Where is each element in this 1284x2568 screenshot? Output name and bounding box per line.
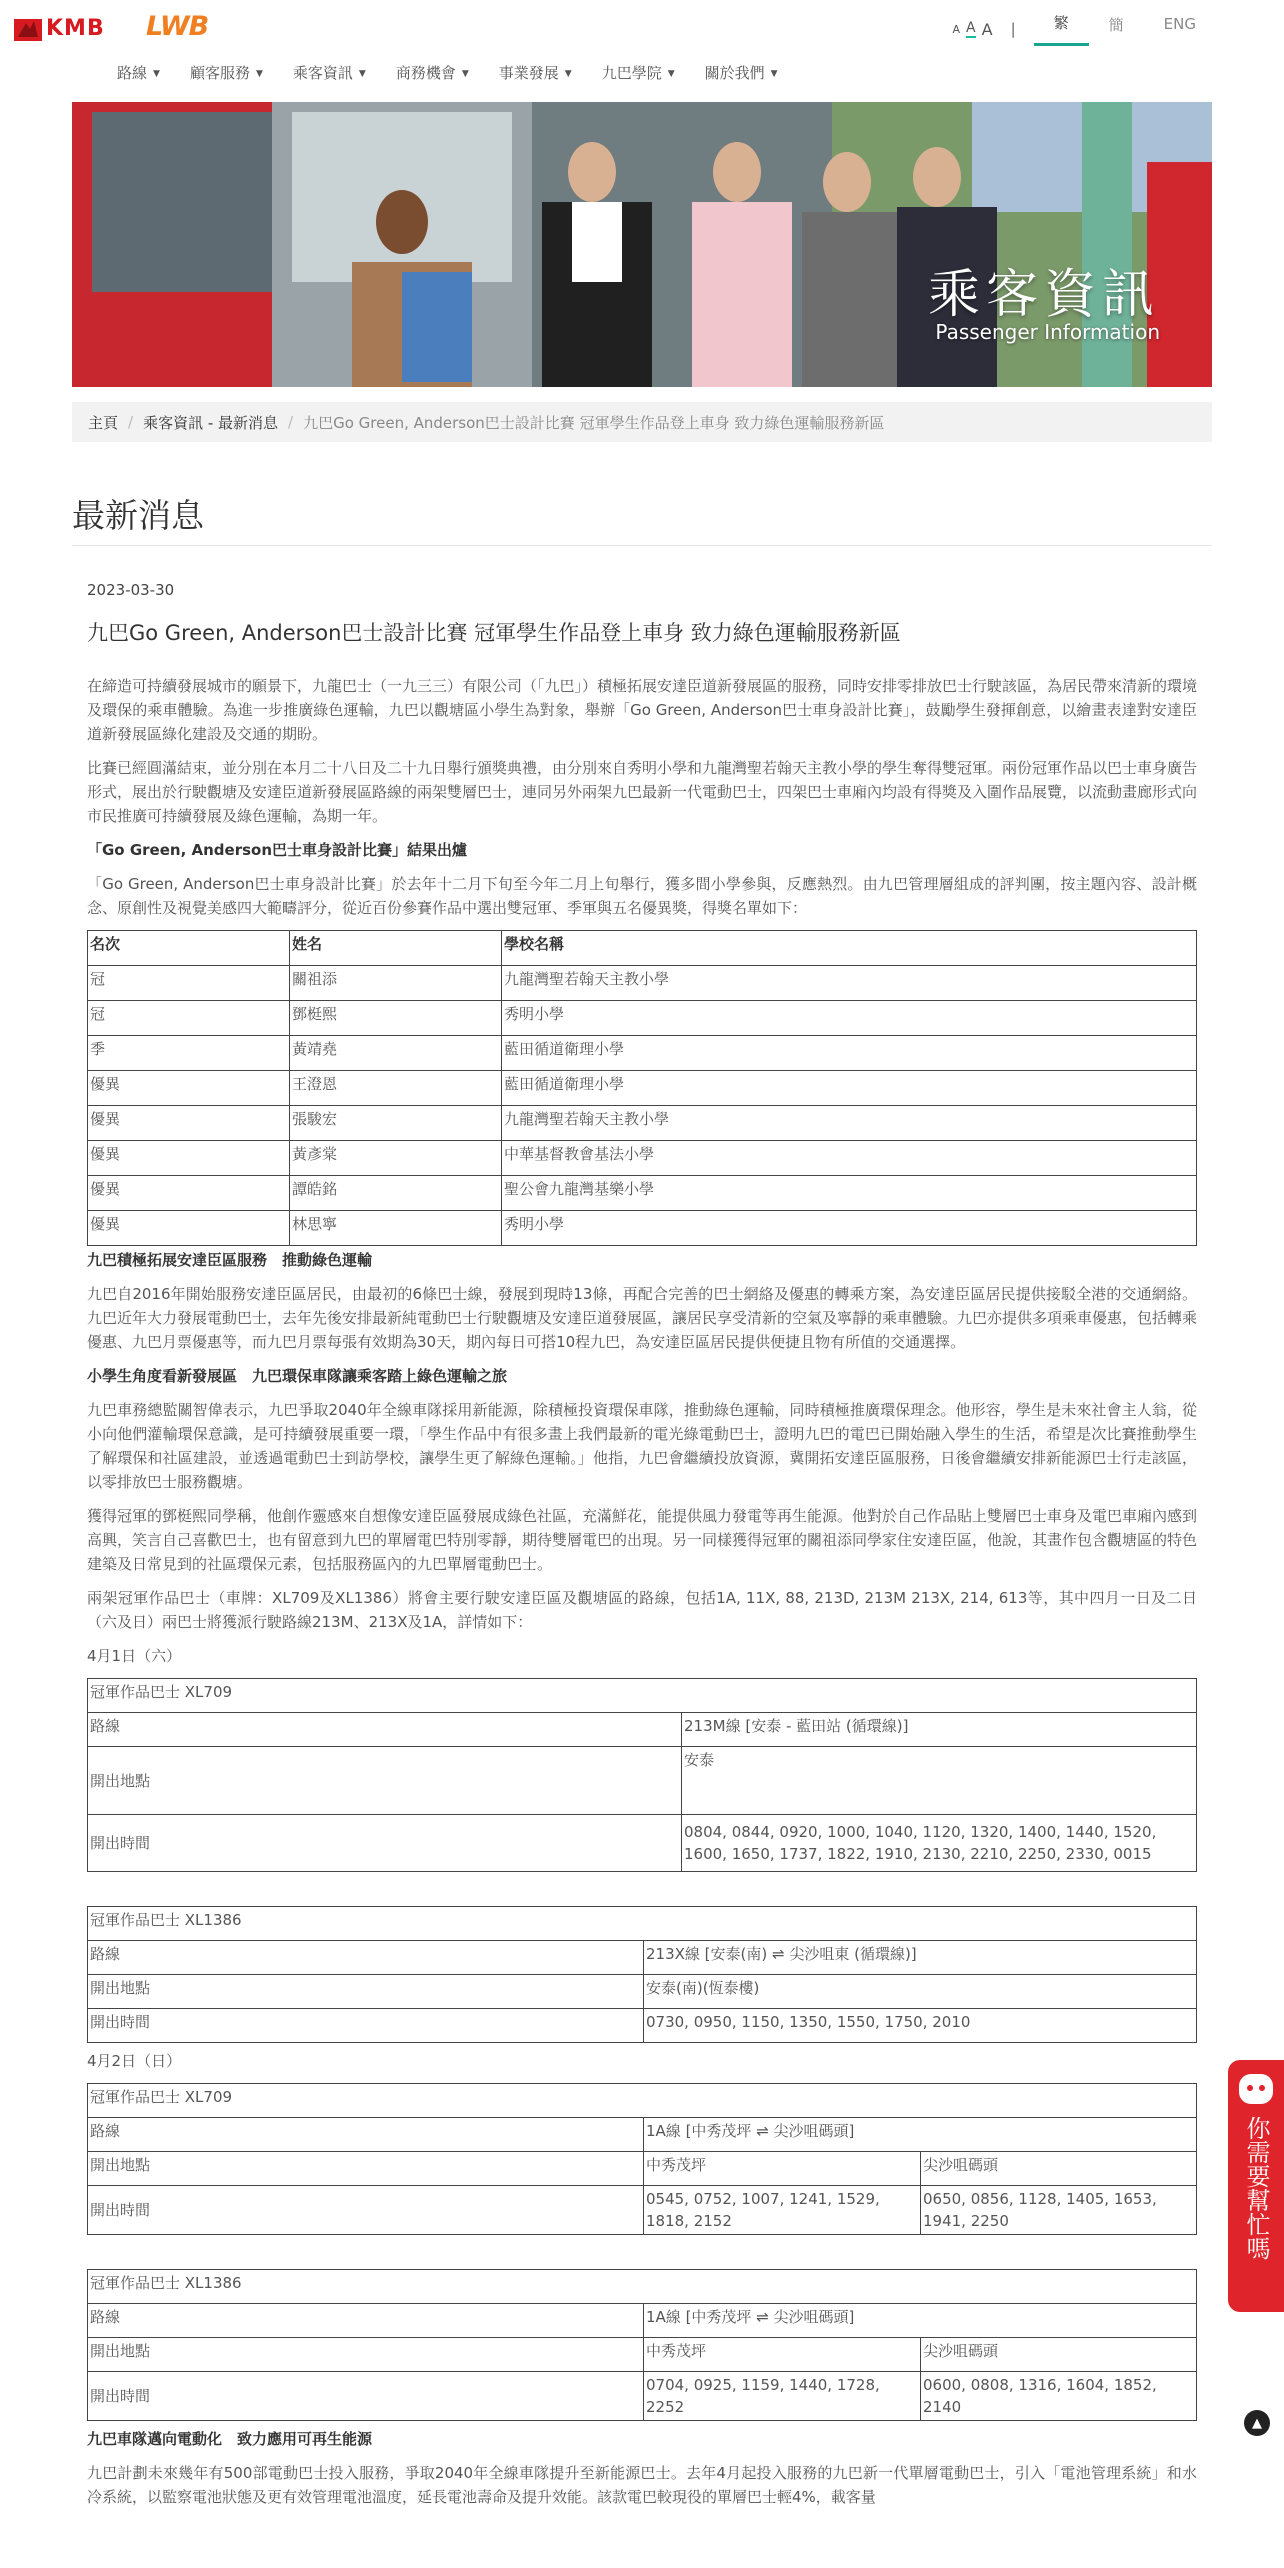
banner-photo (72, 102, 1212, 387)
nav-label: 路線 (117, 64, 148, 82)
day-label: 4月2日（日） (87, 2052, 182, 2070)
table-header: 學校名稱 (502, 931, 1197, 966)
table-row (88, 2186, 1197, 2235)
breadcrumb-home[interactable]: 主頁 (88, 413, 119, 432)
table-cell: 王澄恩 (290, 1071, 502, 1106)
nav-academy[interactable] (602, 62, 675, 83)
banner-subtitle: Passenger Information (935, 320, 1160, 344)
caret-down-icon: ▼ (667, 68, 675, 79)
table-cell: 安泰 (682, 1747, 1197, 1815)
results-table (87, 930, 1197, 1246)
table-cell: 開出地點 (88, 1747, 682, 1815)
chevron-up-icon: ▲ (1252, 2415, 1262, 2431)
table-cell: 藍田循道衛理小學 (502, 1071, 1197, 1106)
table-row (88, 1747, 1197, 1815)
section-heading: 九巴車隊邁向電動化 致力應用可再生能源 (87, 2430, 373, 2448)
article-paragraph: 「Go Green, Anderson巴士車身設計比賽」於去年十二月下旬至今年二月上旬舉行，獲多間小學參與，反應熱烈。由九巴管理層組成的評判團，按主題內容、設計概念、原創性及視覺美感四大範疇評分，從近百份參賽作品中選出雙冠軍、季軍與五名優異獎，得獎名單如下： (87, 875, 1197, 917)
caret-down-icon: ▼ (153, 68, 160, 79)
help-chat-label: 你需要幫忙嗎 (1242, 2116, 1270, 2260)
nav-label: 商務機會 (395, 64, 456, 82)
table-cell: 開出地點 (88, 2152, 644, 2186)
table-row (88, 1907, 1197, 1941)
table-cell: 0704, 0925, 1159, 1440, 1728, 2252 (644, 2372, 921, 2421)
table-cell: 安泰(南)(恆泰樓) (644, 1975, 1197, 2009)
table-cell: 213X線 [安泰(南) ⇌ 尖沙咀東 (循環線)] (644, 1941, 1197, 1975)
caret-down-icon: ▼ (564, 68, 572, 79)
table-cell: 林思寧 (290, 1211, 502, 1246)
article-paragraph: 兩架冠軍作品巴士（車牌：XL709及XL1386）將會主要行駛安達臣區及觀塘區的路線，包括1A, 11X, 88, 213D, 213M 213X, 214, 613等，其中四月一日及二日（六及日）兩巴士將獲派行駛路線213M、213X及1A，詳情如下： (87, 1589, 1197, 1631)
caret-down-icon: ▼ (461, 68, 469, 79)
table-cell: 0545, 0752, 1007, 1241, 1529, 1818, 2152 (644, 2186, 921, 2235)
article-paragraph: 獲得冠軍的鄧梃熙同學稱，他創作靈感來自想像安達臣區發展成綠色社區，充滿鮮花，能提供風力發電等再生能源。他對於自己作品貼上雙層巴士車身及電巴車廂內感到高興，笑言自己喜歡巴士，也有留意到九巴的單層電巴特別零靜，期待雙層電巴的出現。另一同樣獲得冠軍的關祖添同學家住安達臣區，他說，其畫作包含觀塘區的特色建築及日常見到的社區環保元素，包括服務區內的九巴單層電動巴士。 (87, 1507, 1198, 1573)
table-row (88, 2118, 1197, 2152)
table-cell: 開出時間 (88, 2186, 644, 2235)
table-cell: 冠軍作品巴士 XL709 (88, 2084, 1197, 2118)
kmb-logo-text: KMB (46, 15, 105, 41)
table-cell: 黃彥棠 (290, 1141, 502, 1176)
table-cell: 冠 (88, 1001, 290, 1036)
help-chat-button[interactable] (1228, 2060, 1284, 2312)
table-cell: 冠 (88, 966, 290, 1001)
article-paragraph: 九巴計劃未來幾年有500部電動巴士投入服務，爭取2040年全線車隊提升至新能源巴士。去年4月起投入服務的九巴新一代單層電動巴士，引入「電池管理系統」和水冷系統，以監察電池狀態及更有效管理電池溫度，延長電池壽命及提升效能。該款電巴較現役的單層巴士輕4%，載客量 (87, 2464, 1197, 2506)
breadcrumb-divider: / (128, 413, 134, 431)
breadcrumb-divider: / (288, 413, 294, 431)
section-heading: 九巴積極拓展安達臣區服務 推動綠色運輸 (87, 1251, 373, 1269)
table-cell: 路線 (88, 1941, 644, 1975)
lang-simplified-chinese[interactable]: 簡 (1108, 15, 1124, 34)
bus-schedule-table (87, 2083, 1197, 2235)
nav-business[interactable] (396, 62, 469, 83)
article-paragraph: 比賽已經圓滿結束，並分別在本月二十八日及二十九日舉行頒獎典禮，由分別來自秀明小學和九龍灣聖若翰天主教小學的學生奪得雙冠軍。兩份冠軍作品以巴士車身廣告形式，展出於行駛觀塘及安達臣道新發展區路線的兩架雙層巴士，連同另外兩架九巴最新一代電動巴士，四架巴士車廂內均設有得獎及入圍作品展覽，以流動畫廊形式向市民推廣可持續發展及綠色運輸，為期一年。 (87, 759, 1198, 825)
table-cell: 0650, 0856, 1128, 1405, 1653, 1941, 2250 (921, 2186, 1197, 2235)
table-cell: 季 (88, 1036, 290, 1071)
table-cell: 路線 (88, 2304, 644, 2338)
article (87, 578, 1197, 2519)
breadcrumb-section[interactable]: 乘客資訊 - 最新消息 (143, 413, 279, 432)
nav-routes[interactable] (117, 62, 160, 83)
site-header (0, 0, 1284, 95)
table-cell: 黃靖堯 (290, 1036, 502, 1071)
banner-title: 乘客資訊 (927, 265, 1160, 325)
table-cell: 1A線 [中秀茂坪 ⇌ 尖沙咀碼頭] (644, 2118, 1197, 2152)
kmb-emblem-icon (14, 15, 42, 41)
nav-customer-service[interactable] (190, 62, 263, 83)
lwb-logo[interactable] (146, 11, 208, 42)
article-paragraph: 九巴車務總監關智偉表示，九巴爭取2040年全線車隊採用新能源，除積極投資環保車隊，推動綠色運輸，同時積極推廣環保理念。他形容，學生是未來社會主人翁，從小向他們灌輸環保意識，是可持續發展重要一環，「學生作品中有很多畫上我們最新的電光綠電動巴士，證明九巴的電巴已開始融入學生的生活，希望是次比賽推動學生了解環保和社區建設，並透過電動巴士到訪學校，讓學生更了解綠色運輸。」他指，九巴會繼續投放資源，冀開拓安達臣區服務，日後會繼續安排新能源巴士行走該區，以零排放巴士服務觀塘。 (87, 1401, 1197, 1491)
table-cell: 優異 (88, 1106, 290, 1141)
table-header-row (88, 931, 1197, 966)
table-row (88, 1975, 1197, 2009)
table-cell: 開出時間 (88, 2372, 644, 2421)
table-cell: 優異 (88, 1141, 290, 1176)
table-row (88, 2009, 1197, 2043)
table-cell: 冠軍作品巴士 XL709 (88, 1679, 1197, 1713)
table-cell: 關祖添 (290, 966, 502, 1001)
article-headline: 九巴Go Green, Anderson巴士設計比賽 冠軍學生作品登上車身 致力綠色運輸服務新區 (87, 621, 901, 645)
breadcrumb (72, 402, 1212, 442)
table-cell: 藍田循道衛理小學 (502, 1036, 1197, 1071)
table-cell: 優異 (88, 1176, 290, 1211)
page-title: 最新消息 (72, 496, 204, 535)
table-cell: 九龍灣聖若翰天主教小學 (502, 1106, 1197, 1141)
table-row (88, 1141, 1197, 1176)
separator: | (1010, 20, 1016, 38)
hero-banner (72, 102, 1212, 387)
language-bar (953, 12, 1216, 46)
lwb-logo-text: LWB (146, 11, 209, 42)
table-cell: 譚皓銘 (290, 1176, 502, 1211)
table-row (88, 1679, 1197, 1713)
caret-down-icon: ▼ (255, 68, 263, 79)
table-row (88, 1106, 1197, 1141)
table-row (88, 2338, 1197, 2372)
nav-label: 顧客服務 (189, 64, 250, 82)
table-row (88, 1211, 1197, 1246)
table-row (88, 2084, 1197, 2118)
table-header: 姓名 (290, 931, 502, 966)
bus-schedule-table (87, 1678, 1197, 1872)
chatbot-icon (1239, 2074, 1273, 2104)
table-cell: 開出地點 (88, 1975, 644, 2009)
table-row (88, 2152, 1197, 2186)
table-row (88, 2304, 1197, 2338)
nav-label: 乘客資訊 (292, 64, 353, 82)
article-paragraph: 在締造可持續發展城市的願景下，九龍巴士（一九三三）有限公司（「九巴」）積極拓展安達臣道新發展區的服務，同時安排零排放巴士行駛該區，為居民帶來清新的環境及環保的乘車體驗。為進一步推廣綠色運輸，九巴以觀塘區小學生為對象，舉辦「Go Green, Anderson巴士車身設計比賽」，鼓勵學生發揮創意，以繪畫表達對安達臣道新發展區綠化建設及交通的期盼。 (87, 677, 1198, 743)
nav-label: 九巴學院 (601, 64, 662, 82)
divider (72, 545, 1212, 546)
table-cell: 聖公會九龍灣基樂小學 (502, 1176, 1197, 1211)
nav-label: 關於我們 (704, 64, 765, 82)
caret-down-icon: ▼ (358, 68, 366, 79)
article-paragraph: 九巴自2016年開始服務安達臣區居民，由最初的6條巴士線，發展到現時13條，再配合完善的巴士網絡及優惠的轉乘方案，為安達臣區居民提供接駁全港的交通網絡。九巴近年大力發展電動巴士，去年先後安排最新純電動巴士行駛觀塘及安達臣道發展區，讓居民享受清新的空氣及寧靜的乘車體驗。九巴亦提供多項乘車優惠，包括轉乘優惠、九巴月票優惠等，而九巴月票每張有效期為30天，期內每日可搭10程九巴，為安達臣區居民提供便捷且物有所值的交通選擇。 (87, 1285, 1198, 1351)
lang-english[interactable]: ENG (1163, 15, 1196, 33)
table-cell: 冠軍作品巴士 XL1386 (88, 1907, 1197, 1941)
table-row (88, 1071, 1197, 1106)
table-cell: 路線 (88, 1713, 682, 1747)
article-date: 2023-03-30 (87, 581, 175, 599)
table-cell: 0600, 0808, 1316, 1604, 1852, 2140 (921, 2372, 1197, 2421)
nav-passenger-info[interactable] (293, 62, 366, 83)
table-cell: 路線 (88, 2118, 644, 2152)
bus-schedule-table (87, 1906, 1197, 2043)
table-row (88, 1815, 1197, 1872)
table-cell: 開出時間 (88, 1815, 682, 1872)
table-row (88, 1001, 1197, 1036)
table-row (88, 1941, 1197, 1975)
table-cell: 秀明小學 (502, 1001, 1197, 1036)
section-heading: 「Go Green, Anderson巴士車身設計比賽」結果出爐 (87, 841, 468, 859)
table-row (88, 1036, 1197, 1071)
table-cell: 優異 (88, 1211, 290, 1246)
table-cell: 中秀茂坪 (644, 2152, 921, 2186)
table-cell: 鄧梃熙 (290, 1001, 502, 1036)
table-row (88, 2270, 1197, 2304)
table-cell: 中華基督教會基法小學 (502, 1141, 1197, 1176)
table-row (88, 2372, 1197, 2421)
section-heading: 小學生角度看新發展區 九巴環保車隊讓乘客踏上綠色運輸之旅 (87, 1367, 508, 1385)
table-cell: 優異 (88, 1071, 290, 1106)
table-cell: 開出地點 (88, 2338, 644, 2372)
table-cell: 秀明小學 (502, 1211, 1197, 1246)
table-cell: 尖沙咀碼頭 (921, 2152, 1197, 2186)
main-nav (117, 62, 808, 83)
table-cell: 開出時間 (88, 2009, 644, 2043)
day-label: 4月1日（六） (87, 1647, 182, 1665)
table-cell: 九龍灣聖若翰天主教小學 (502, 966, 1197, 1001)
font-size-large-button[interactable]: A (981, 19, 993, 39)
font-size-medium-button[interactable]: A (966, 20, 976, 36)
table-cell: 冠軍作品巴士 XL1386 (88, 2270, 1197, 2304)
table-cell: 0804, 0844, 0920, 1000, 1040, 1120, 1320, 1400, 1440, 1520, 1600, 1650, 1737, 1822, 1910, 2130, 2210, 2250, 2330, 0015 (682, 1815, 1197, 1872)
breadcrumb-current: 九巴Go Green, Anderson巴士設計比賽 冠軍學生作品登上車身 致力綠色運輸服務新區 (303, 413, 885, 432)
table-row (88, 1176, 1197, 1211)
nav-about[interactable] (705, 62, 778, 83)
table-header: 名次 (88, 931, 290, 966)
nav-label: 事業發展 (498, 64, 559, 82)
bus-schedule-table (87, 2269, 1197, 2421)
nav-development[interactable] (499, 62, 572, 83)
table-cell: 張駿宏 (290, 1106, 502, 1141)
caret-down-icon: ▼ (770, 68, 778, 79)
table-row (88, 1713, 1197, 1747)
lang-traditional-chinese[interactable]: 繁 (1034, 12, 1089, 46)
font-size-small-button[interactable]: A (952, 22, 961, 36)
table-row (88, 966, 1197, 1001)
table-cell: 213M線 [安泰 - 藍田站 (循環線)] (682, 1713, 1197, 1747)
kmb-logo[interactable] (14, 13, 105, 43)
table-cell: 0730, 0950, 1150, 1350, 1550, 1750, 2010 (644, 2009, 1197, 2043)
table-cell: 中秀茂坪 (644, 2338, 921, 2372)
table-cell: 尖沙咀碼頭 (921, 2338, 1197, 2372)
table-cell: 1A線 [中秀茂坪 ⇌ 尖沙咀碼頭] (644, 2304, 1197, 2338)
back-to-top-button[interactable] (1244, 2410, 1270, 2436)
